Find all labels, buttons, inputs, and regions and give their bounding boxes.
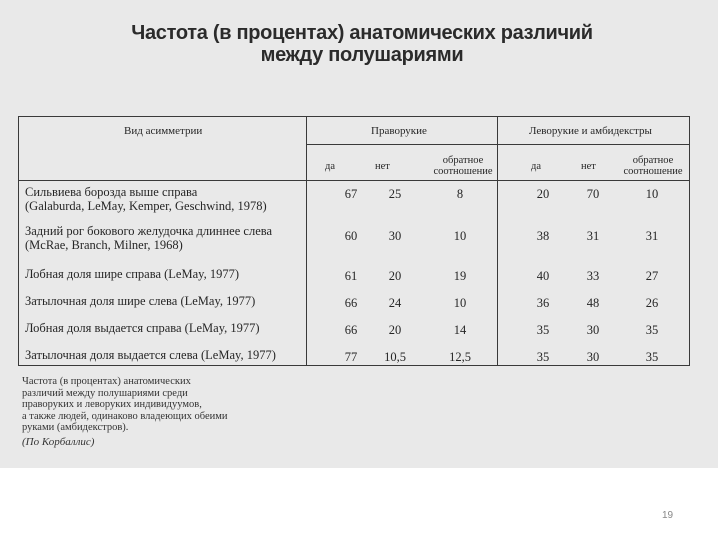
cell-left-no: 33 (586, 269, 600, 283)
table-divider (19, 180, 689, 181)
subheader-no: нет (375, 161, 390, 172)
source-citation: (По Корбаллис) (22, 436, 95, 448)
cell-left-no: 30 (586, 350, 600, 364)
cell-left-reverse: 27 (645, 269, 659, 283)
cell-right-reverse: 10 (453, 229, 467, 243)
cell-right-reverse: 10 (453, 296, 467, 310)
cell-left-no: 30 (586, 323, 600, 337)
cell-right-no: 25 (388, 187, 402, 201)
cell-right-no: 30 (388, 229, 402, 243)
subheader-yes: да (531, 161, 542, 172)
cell-right-reverse: 19 (453, 269, 467, 283)
column-header-asymmetry: Вид асимметрии (124, 125, 203, 137)
figure-caption: Частота (в процентах) анатомических различий между полушариями среди праворуких и леворуких индивидуумов, а также людей, одинаково владеющих обеими руками (амбидекстров). (22, 376, 228, 433)
cell-left-no: 48 (586, 296, 600, 310)
table-row-label: Затылочная доля выдается слева (LeMay, 1977) (25, 348, 276, 362)
cell-right-no: 24 (388, 296, 402, 310)
cell-left-reverse: 35 (645, 323, 659, 337)
cell-left-reverse: 31 (645, 229, 659, 243)
cell-left-yes: 35 (536, 350, 550, 364)
cell-right-yes: 67 (344, 187, 358, 201)
cell-right-yes: 77 (344, 350, 358, 364)
subheader-yes: да (325, 161, 336, 172)
page-title (112, 22, 612, 66)
cell-left-reverse: 10 (645, 187, 659, 201)
table-row-label: Лобная доля шире справа (LeMay, 1977) (25, 267, 239, 281)
table-row-label: Затылочная доля шире слева (LeMay, 1977) (25, 294, 256, 308)
cell-right-yes: 61 (344, 269, 358, 283)
subheader-no: нет (581, 161, 596, 172)
cell-right-reverse: 12,5 (449, 350, 471, 364)
cell-right-yes: 66 (344, 296, 358, 310)
cell-left-yes: 35 (536, 323, 550, 337)
page-number: 19 (662, 510, 674, 521)
table-row-label: Лобная доля выдается справа (LeMay, 1977) (25, 321, 260, 335)
cell-right-reverse: 14 (453, 323, 467, 337)
cell-left-yes: 20 (536, 187, 550, 201)
group-header-left-handed: Леворукие и амбидекстры (529, 125, 652, 137)
subheader-reverse: обратное соотношение (623, 155, 683, 177)
cell-left-reverse: 26 (645, 296, 659, 310)
table-row-label: Сильвиева борозда выше справа (Galaburda, LeMay, Kemper, Geschwind, 1978) (25, 185, 267, 213)
cell-right-yes: 60 (344, 229, 358, 243)
cell-left-yes: 36 (536, 296, 550, 310)
cell-right-no: 20 (388, 269, 402, 283)
table-divider (306, 117, 307, 365)
cell-left-reverse: 35 (645, 350, 659, 364)
title-line-1: Частота (в процентах) анатомических различий (131, 22, 593, 44)
subheader-reverse: обратное соотношение (433, 155, 493, 177)
cell-left-yes: 38 (536, 229, 550, 243)
cell-right-no: 10,5 (384, 350, 406, 364)
asymmetry-table (18, 116, 690, 366)
cell-left-yes: 40 (536, 269, 550, 283)
cell-right-yes: 66 (344, 323, 358, 337)
table-divider (306, 144, 689, 145)
title-line-2: между полушариями (260, 44, 464, 66)
cell-left-no: 70 (586, 187, 600, 201)
cell-left-no: 31 (586, 229, 600, 243)
table-row-label: Задний рог бокового желудочка длиннее слева (McRae, Branch, Milner, 1968) (25, 224, 273, 252)
group-header-right-handed: Праворукие (371, 125, 427, 137)
cell-right-no: 20 (388, 323, 402, 337)
cell-right-reverse: 8 (456, 187, 464, 201)
